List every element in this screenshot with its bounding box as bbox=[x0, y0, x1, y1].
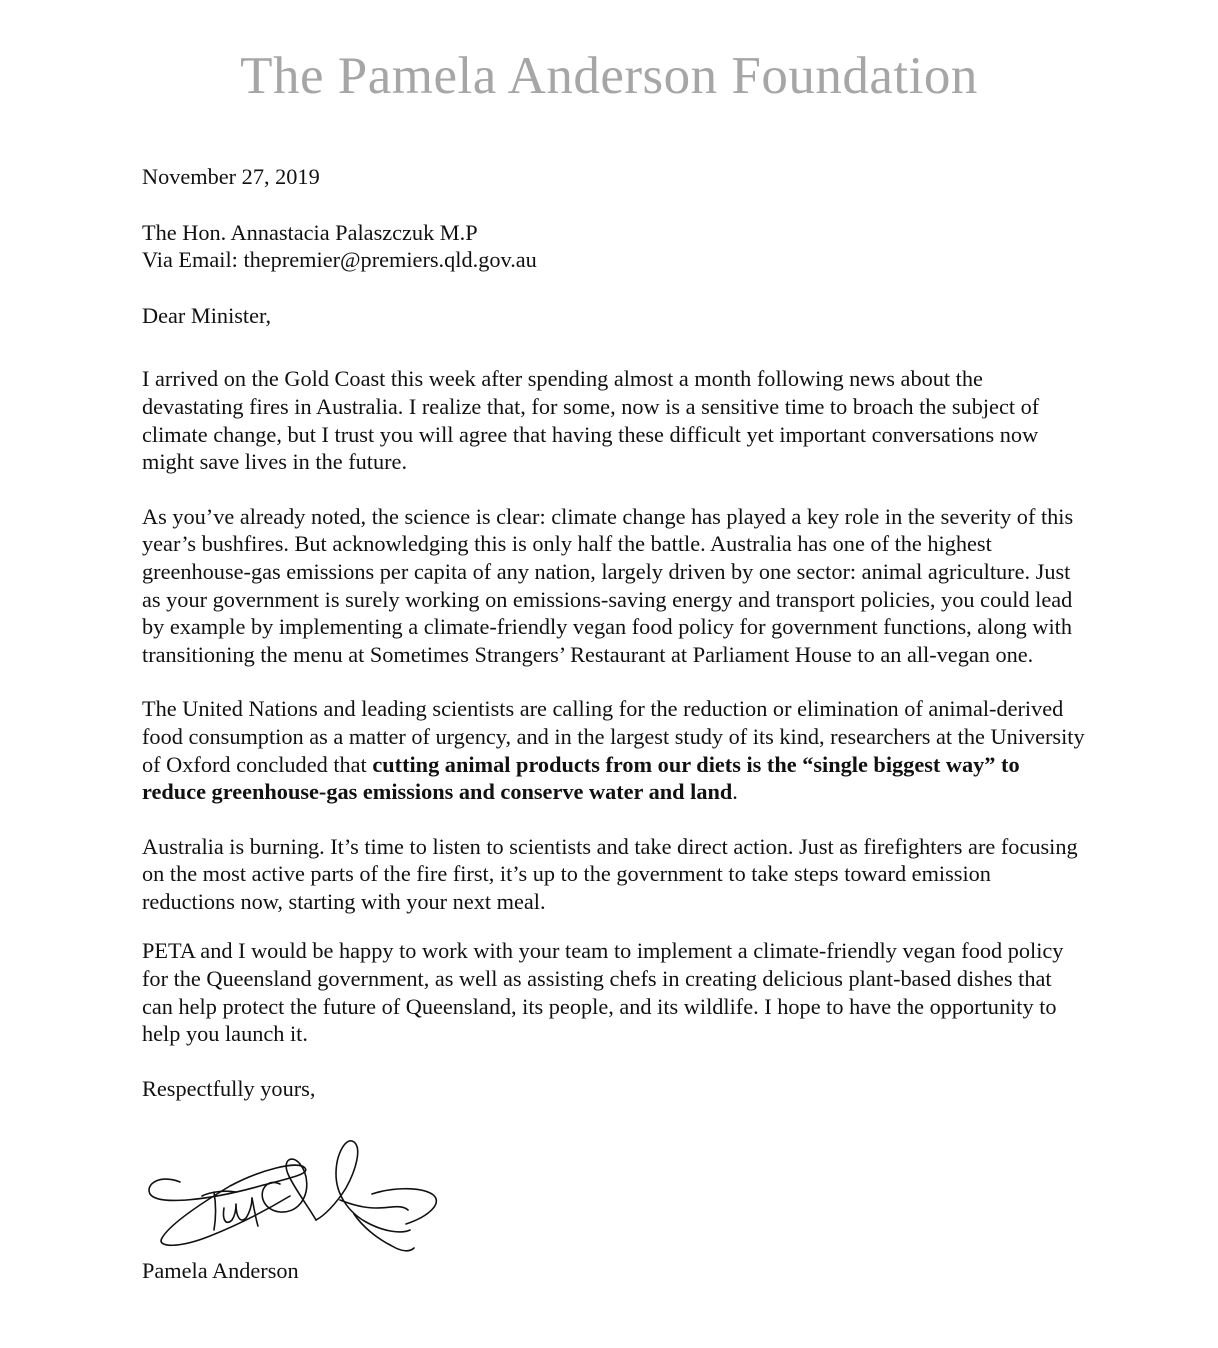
closing: Respectfully yours, bbox=[142, 1075, 316, 1101]
signer-name: Pamela Anderson bbox=[142, 1258, 299, 1283]
paragraph-5: PETA and I would be happy to work with your team to implement a climate-friendly vegan food policy for the Queensland government, as well as assisting chefs in creating delicious plant-based dishes that can help protect the future of Queensland, its people, and its wildlife. I hope to have the opportunity to help you launch it. bbox=[142, 938, 1064, 1047]
letterhead-title: The Pamela Anderson Foundation bbox=[240, 47, 978, 105]
paragraph-3-bold: cutting animal products from our diets is the “single biggest way” to reduce greenhouse-gas emissions and conserve water and land bbox=[142, 751, 1020, 805]
paragraph-1: I arrived on the Gold Coast this week after spending almost a month following news about the devastating fires in Australia. I realize that, for some, now is a sensitive time to broach the subject of climate change, but I trust you will agree that having these difficult yet important conversations now might save lives in the future. bbox=[142, 366, 1040, 475]
paragraph-3-end: . bbox=[732, 779, 738, 805]
letter-date: November 27, 2019 bbox=[142, 164, 320, 189]
recipient-address bbox=[142, 219, 1087, 274]
paragraph-3-start: The United Nations and leading scientists are calling for the reduction or elimination of animal-derived food consumption as a matter of urgency, and in the largest study of its kind, researchers at the University of Oxford concluded that bbox=[142, 696, 1085, 777]
recipient-email: Via Email: thepremier@premiers.qld.gov.au bbox=[142, 247, 537, 273]
signature-image bbox=[140, 1134, 450, 1259]
paragraph-4: Australia is burning. It’s time to listen to scientists and take direct action. Just as firefighters are focusing on the most active parts of the fire first, it’s up to the government to take steps toward emission reductions now, starting with your next meal. bbox=[142, 833, 1078, 914]
recipient-name: The Hon. Annastacia Palaszczuk M.P bbox=[142, 219, 478, 245]
paragraph-2: As you’ve already noted, the science is clear: climate change has played a key role in the severity of this year’s bushfires. But acknowledging this is only half the battle. Australia has one of the highest greenhouse-gas emissions per capita of any nation, largely driven by one sector: animal agriculture. Just as your government is surely working on emissions-saving energy and transport policies, you could lead by example by implementing a climate-friendly vegan food policy for government functions, along with transitioning the menu at Sometimes Strangers’ Restaurant at Parliament House to an all-vegan one. bbox=[142, 503, 1074, 667]
letter-body bbox=[142, 163, 1087, 1102]
paragraph-3 bbox=[142, 695, 1087, 805]
salutation: Dear Minister, bbox=[142, 302, 272, 328]
